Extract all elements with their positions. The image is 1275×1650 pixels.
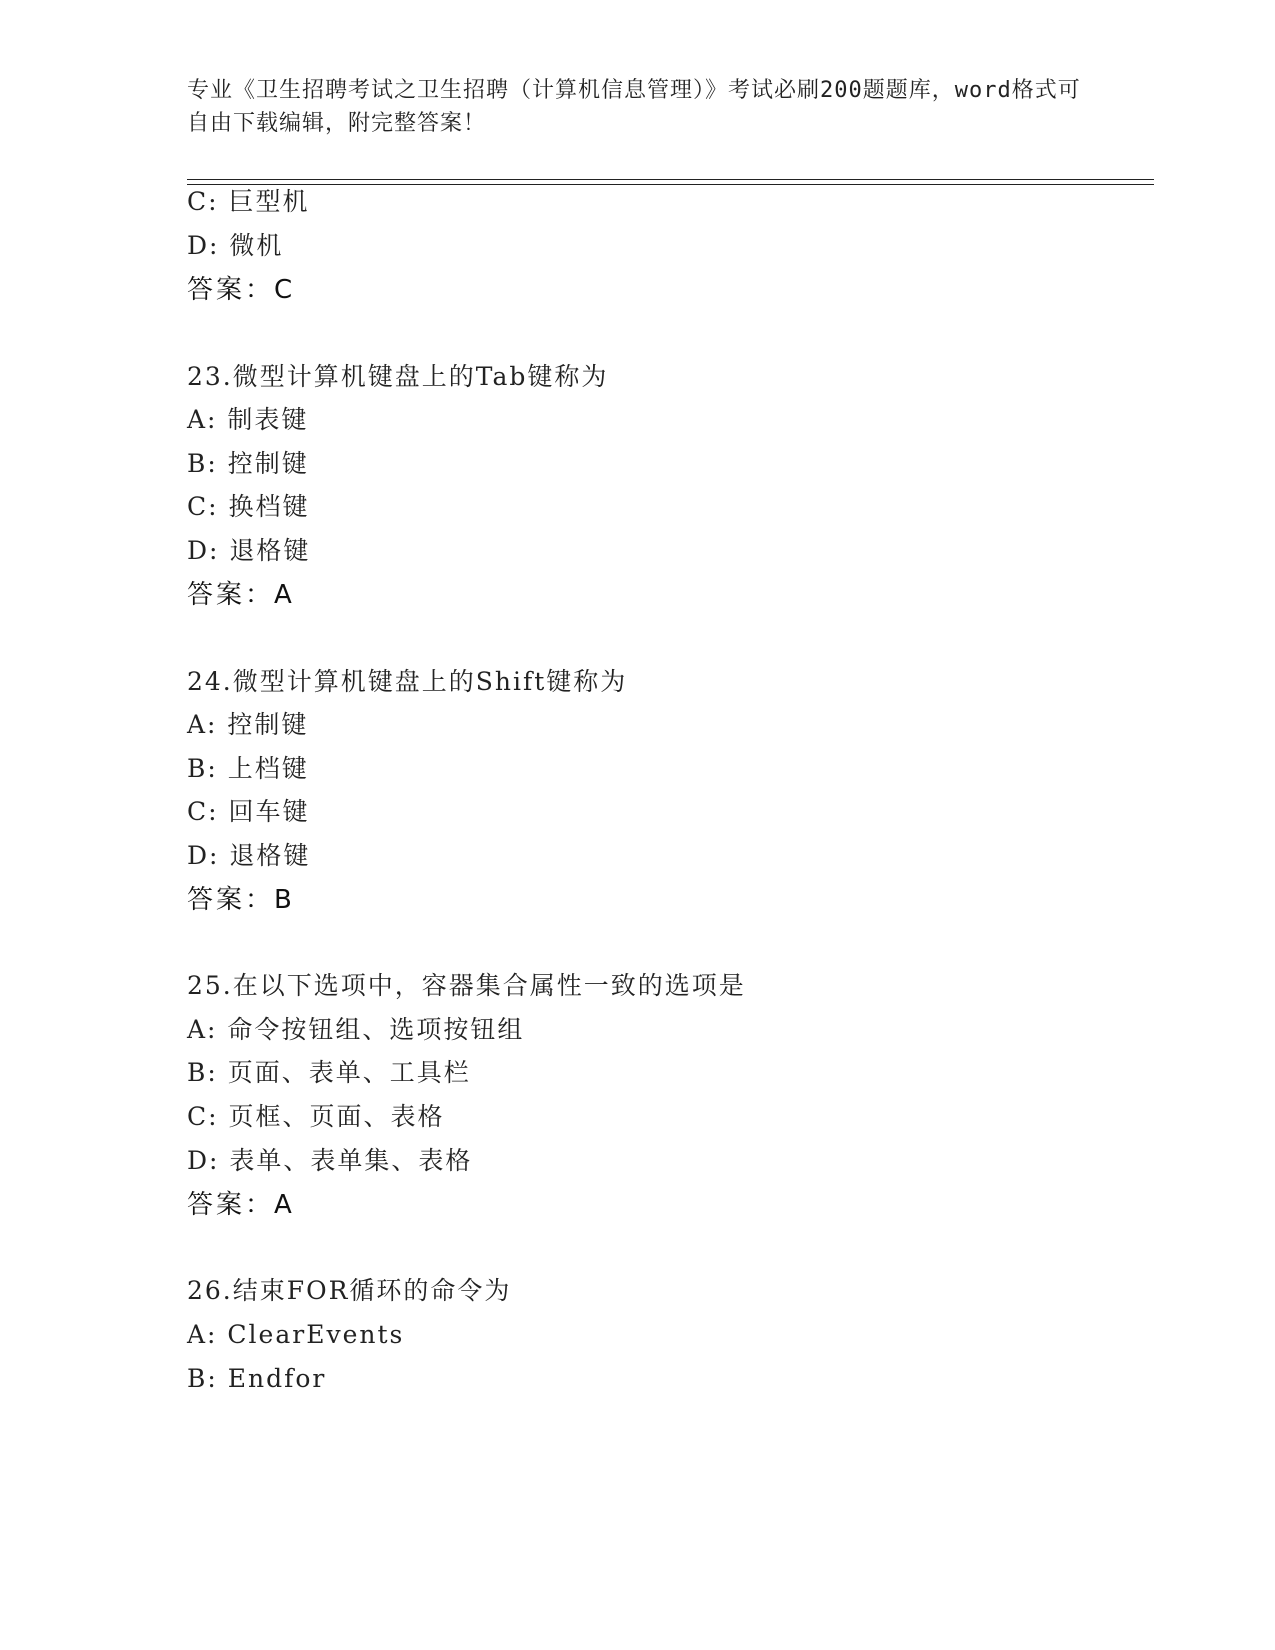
option-b-q23: B: 控制键	[187, 449, 309, 478]
option-a-q26: A: ClearEvents	[187, 1320, 405, 1349]
option-d-q23: D: 退格键	[187, 536, 311, 565]
header-divider-top	[187, 179, 1154, 180]
header-divider-bottom	[187, 184, 1154, 185]
option-a-q25: A: 命令按钮组、选项按钮组	[187, 1015, 525, 1044]
option-d-q24: D: 退格键	[187, 841, 311, 870]
question-24: 24.微型计算机键盘上的Shift键称为	[187, 667, 628, 696]
option-c-q24: C: 回车键	[187, 797, 310, 826]
option-b-q24: B: 上档键	[187, 754, 309, 783]
answer-q25: 答案：A	[187, 1190, 295, 1220]
option-c-q25: C: 页框、页面、表格	[187, 1102, 445, 1131]
document-header: 专业《卫生招聘考试之卫生招聘（计算机信息管理）》考试必刷200题题库，word格式可自由下载编辑，附完整答案！	[187, 78, 1081, 136]
answer-q23: 答案：A	[187, 580, 295, 610]
question-26: 26.结束FOR循环的命令为	[187, 1276, 512, 1305]
option-b-q25: B: 页面、表单、工具栏	[187, 1058, 471, 1087]
question-23: 23.微型计算机键盘上的Tab键称为	[187, 362, 609, 391]
option-a-q23: A: 制表键	[187, 405, 309, 434]
option-a-q24: A: 控制键	[187, 710, 309, 739]
option-b-q26: B: Endfor	[187, 1364, 327, 1393]
answer-q22: 答案：C	[187, 275, 296, 305]
option-c-q22: C: 巨型机	[187, 187, 310, 216]
question-25: 25.在以下选项中，容器集合属性一致的选项是	[187, 971, 746, 1000]
option-c-q23: C: 换档键	[187, 492, 310, 521]
answer-q24: 答案：B	[187, 885, 295, 915]
option-d-q22: D: 微机	[187, 231, 284, 260]
option-d-q25: D: 表单、表单集、表格	[187, 1146, 473, 1175]
